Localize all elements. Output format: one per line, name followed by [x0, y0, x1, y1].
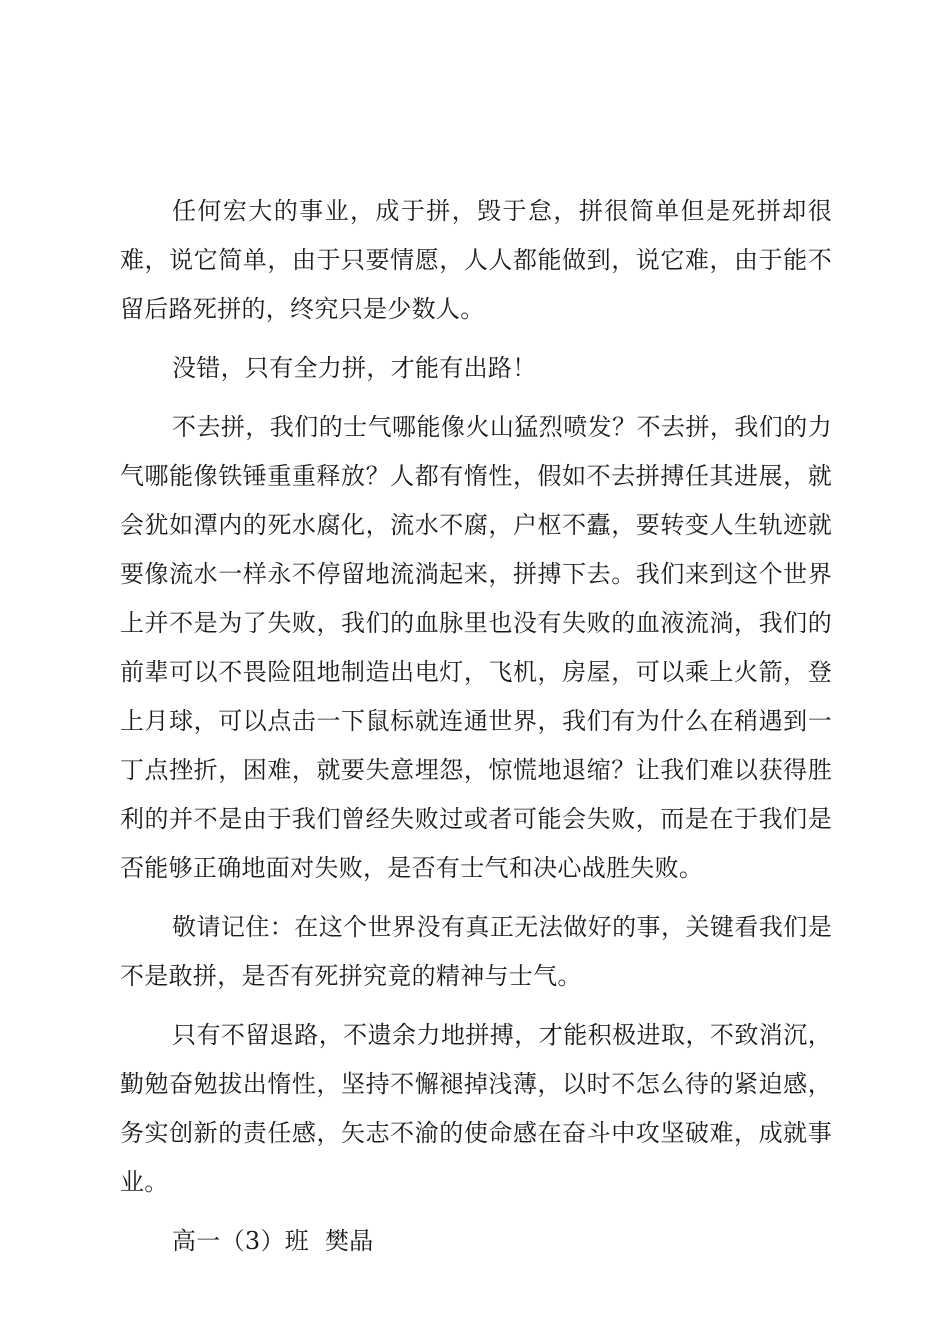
paragraph-5: 只有不留退路，不遗余力地拼搏，才能积极进取，不致消沉，勤勉奋勉拔出惰性，坚持不懈褪掉浅薄，以时不怎么待的紧迫感，务实创新的责任感，矢志不渝的使命感在奋斗中攻坚破难，成就事业。: [120, 1021, 832, 1196]
author-signature: 高一（3）班 樊晶: [172, 1227, 374, 1255]
paragraph-2: 没错，只有全力拼，才能有出路！: [172, 354, 537, 382]
paragraph-1: 任何宏大的事业，成于拼，毁于怠，拼很简单但是死拼却很难，说它简单，由于只要情愿，人人都能做到，说它难，由于能不留后路死拼的，终究只是少数人。: [120, 197, 832, 323]
document-page: [120, 187, 832, 1266]
paragraph-4: 敬请记住：在这个世界没有真正无法做好的事，关键看我们是不是敢拼，是否有死拼究竟的精神与士气。: [120, 913, 832, 990]
paragraph-3: 不去拼，我们的士气哪能像火山猛烈喷发？不去拼，我们的力气哪能像铁锤重重释放？人都有惰性，假如不去拼搏任其进展，就会犹如潭内的死水腐化，流水不腐，户枢不蠹，要转变人生轨迹就要像流水一样永不停留地流淌起来，拼搏下去。我们来到这个世界上并不是为了失败，我们的血脉里也没有失败的血液流淌，我们的前辈可以不畏险阻地制造出电灯，飞机，房屋，可以乘上火箭，登上月球，可以点击一下鼠标就连通世界，我们有为什么在稍遇到一丁点挫折，困难，就要失意埋怨，惊慌地退缩？让我们难以获得胜利的并不是由于我们曾经失败过或者可能会失败，而是在于我们是否能够正确地面对失败，是否有士气和决心战胜失败。: [120, 413, 832, 882]
